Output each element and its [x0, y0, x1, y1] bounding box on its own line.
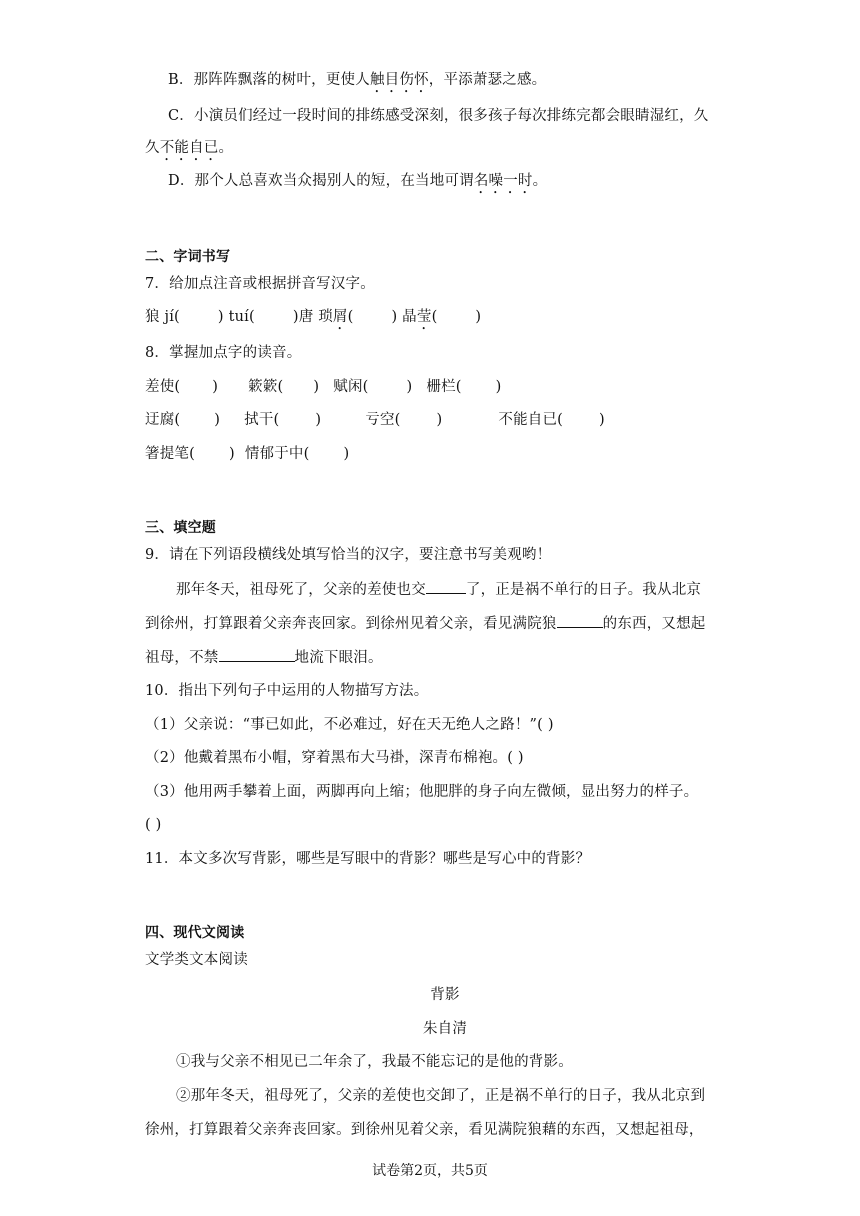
q9-prompt: 9．请在下列语段横线处填写恰当的汉字，要注意书写美观哟！ [145, 547, 552, 563]
section-title: 四、现代文阅读 [145, 925, 245, 941]
q9-passage-line3 [145, 647, 383, 668]
item-text: 不能自已( [498, 412, 564, 428]
passage-text: 到徐州，打算跟着父亲奔丧回家。到徐州见着父亲，看见满院狼 [145, 616, 557, 632]
option-text: 。 [218, 140, 234, 156]
option-text: ，平添萧瑟之感。 [428, 72, 547, 88]
item-text: ) [406, 379, 413, 395]
q8-row1 [145, 377, 502, 397]
option-text: 。 [532, 173, 548, 189]
fill-blank[interactable] [219, 647, 295, 662]
dotted-phrase: 名噪一时 [473, 173, 533, 189]
q9-passage-line1 [176, 579, 701, 600]
item-text: 拭干( [244, 412, 280, 428]
passage-text: 地流下眼泪。 [294, 650, 383, 666]
article-paragraph-1: ①我与父亲不相见已二年余了，我最不能忘记的是他的背影。 [176, 1054, 573, 1070]
option-text: 久 [145, 140, 160, 156]
q7-items [145, 307, 481, 333]
item-text: 赋闲( [333, 379, 369, 395]
item-text: ( [431, 309, 438, 325]
item-text: ) [228, 446, 235, 462]
item-text: ) 晶 [391, 309, 417, 325]
item-text: 栅栏( [426, 379, 462, 395]
passage-text: 祖母，不禁 [145, 650, 219, 666]
dotted-char: 屑 [332, 309, 348, 325]
item-text: ) [475, 309, 482, 325]
q6-option-b [168, 70, 546, 96]
item-text: 狼 jí( [145, 309, 180, 325]
article-author: 朱自清 [422, 1021, 468, 1037]
fill-blank[interactable] [426, 579, 466, 594]
section-title: 三、填空题 [145, 520, 216, 536]
item-text: ) [495, 379, 502, 395]
q8-prompt: 8．掌握加点字的读音。 [145, 345, 302, 361]
item-text: 情郁于中( [244, 446, 310, 462]
item-text: ( [347, 309, 354, 325]
item-text: 亏空( [365, 412, 401, 428]
option-text: D．那个人总喜欢当众揭别人的短，在当地可谓 [168, 173, 474, 189]
item-text: )唐 琐 [292, 309, 333, 325]
option-text: B．那阵阵飘落的树叶，更使人 [168, 72, 370, 88]
dotted-phrase: 触目伤怀 [369, 72, 429, 88]
passage-text: 了，正是祸不单行的日子。我从北京 [465, 582, 702, 598]
section-subtitle: 文学类文本阅读 [145, 952, 248, 968]
article-title: 背影 [430, 987, 460, 1003]
item-text: ) [599, 412, 605, 428]
q6-option-c-line2 [145, 138, 233, 164]
fill-blank[interactable] [557, 613, 603, 628]
item-text: 迂腐( [145, 412, 181, 428]
item-text: ) [343, 446, 350, 462]
item-text: ) [313, 379, 320, 395]
option-text: C．小演员们经过一段时间的排练感受深刻，很多孩子每次排练完都会眼睛湿红，久 [168, 108, 709, 124]
section-title: 二、字词书写 [145, 249, 231, 265]
passage-text: 那年冬天，祖母死了，父亲的差使也交 [176, 582, 426, 598]
q11-prompt: 11．本文多次写背影，哪些是写眼中的背影？哪些是写心中的背影？ [145, 851, 591, 867]
q9-passage-line2 [145, 613, 706, 634]
q7-prompt: 7．给加点注音或根据拼音写汉字。 [145, 276, 375, 292]
item-text: 箸提笔( [145, 446, 195, 462]
item-text: 簌簌( [248, 379, 284, 395]
item-text: ) [315, 412, 322, 428]
item-text: ) tuí( [217, 309, 255, 325]
q10-item-1: （1）父亲说：“事已如此，不必难过，好在天无绝人之路！”( ) [145, 717, 554, 733]
item-text: ) [214, 412, 221, 428]
item-text: 差使( [145, 379, 181, 395]
dotted-char: 莹 [416, 309, 432, 325]
item-text: ) [436, 412, 443, 428]
q10-item-2: （2）他戴着黑布小帽，穿着黑布大马褂，深青布棉袍。( ) [145, 750, 524, 766]
q6-option-c-line1 [168, 106, 709, 126]
q8-row2 [145, 410, 605, 430]
article-paragraph-2-line2: 徐州，打算跟着父亲奔丧回家。到徐州见着父亲，看见满院狼藉的东西，又想起祖母， [145, 1122, 704, 1138]
dotted-phrase: 不能自已 [159, 140, 219, 156]
q10-item-3: （3）他用两手攀着上面，两脚再向上缩；他肥胖的身子向左微倾，显出努力的样子。 [145, 784, 699, 800]
q8-row3 [145, 444, 349, 464]
item-text: ) [212, 379, 219, 395]
passage-text: 的东西，又想起 [602, 616, 706, 632]
q10-prompt: 10．指出下列句子中运用的人物描写方法。 [145, 683, 429, 699]
article-paragraph-2-line1: ②那年冬天，祖母死了，父亲的差使也交卸了，正是祸不单行的日子，我从北京到 [176, 1088, 706, 1104]
q6-option-d [168, 171, 547, 197]
page-footer: 试卷第2页，共5页 [372, 1163, 488, 1179]
q10-item-3-answer: ( ) [145, 817, 162, 833]
